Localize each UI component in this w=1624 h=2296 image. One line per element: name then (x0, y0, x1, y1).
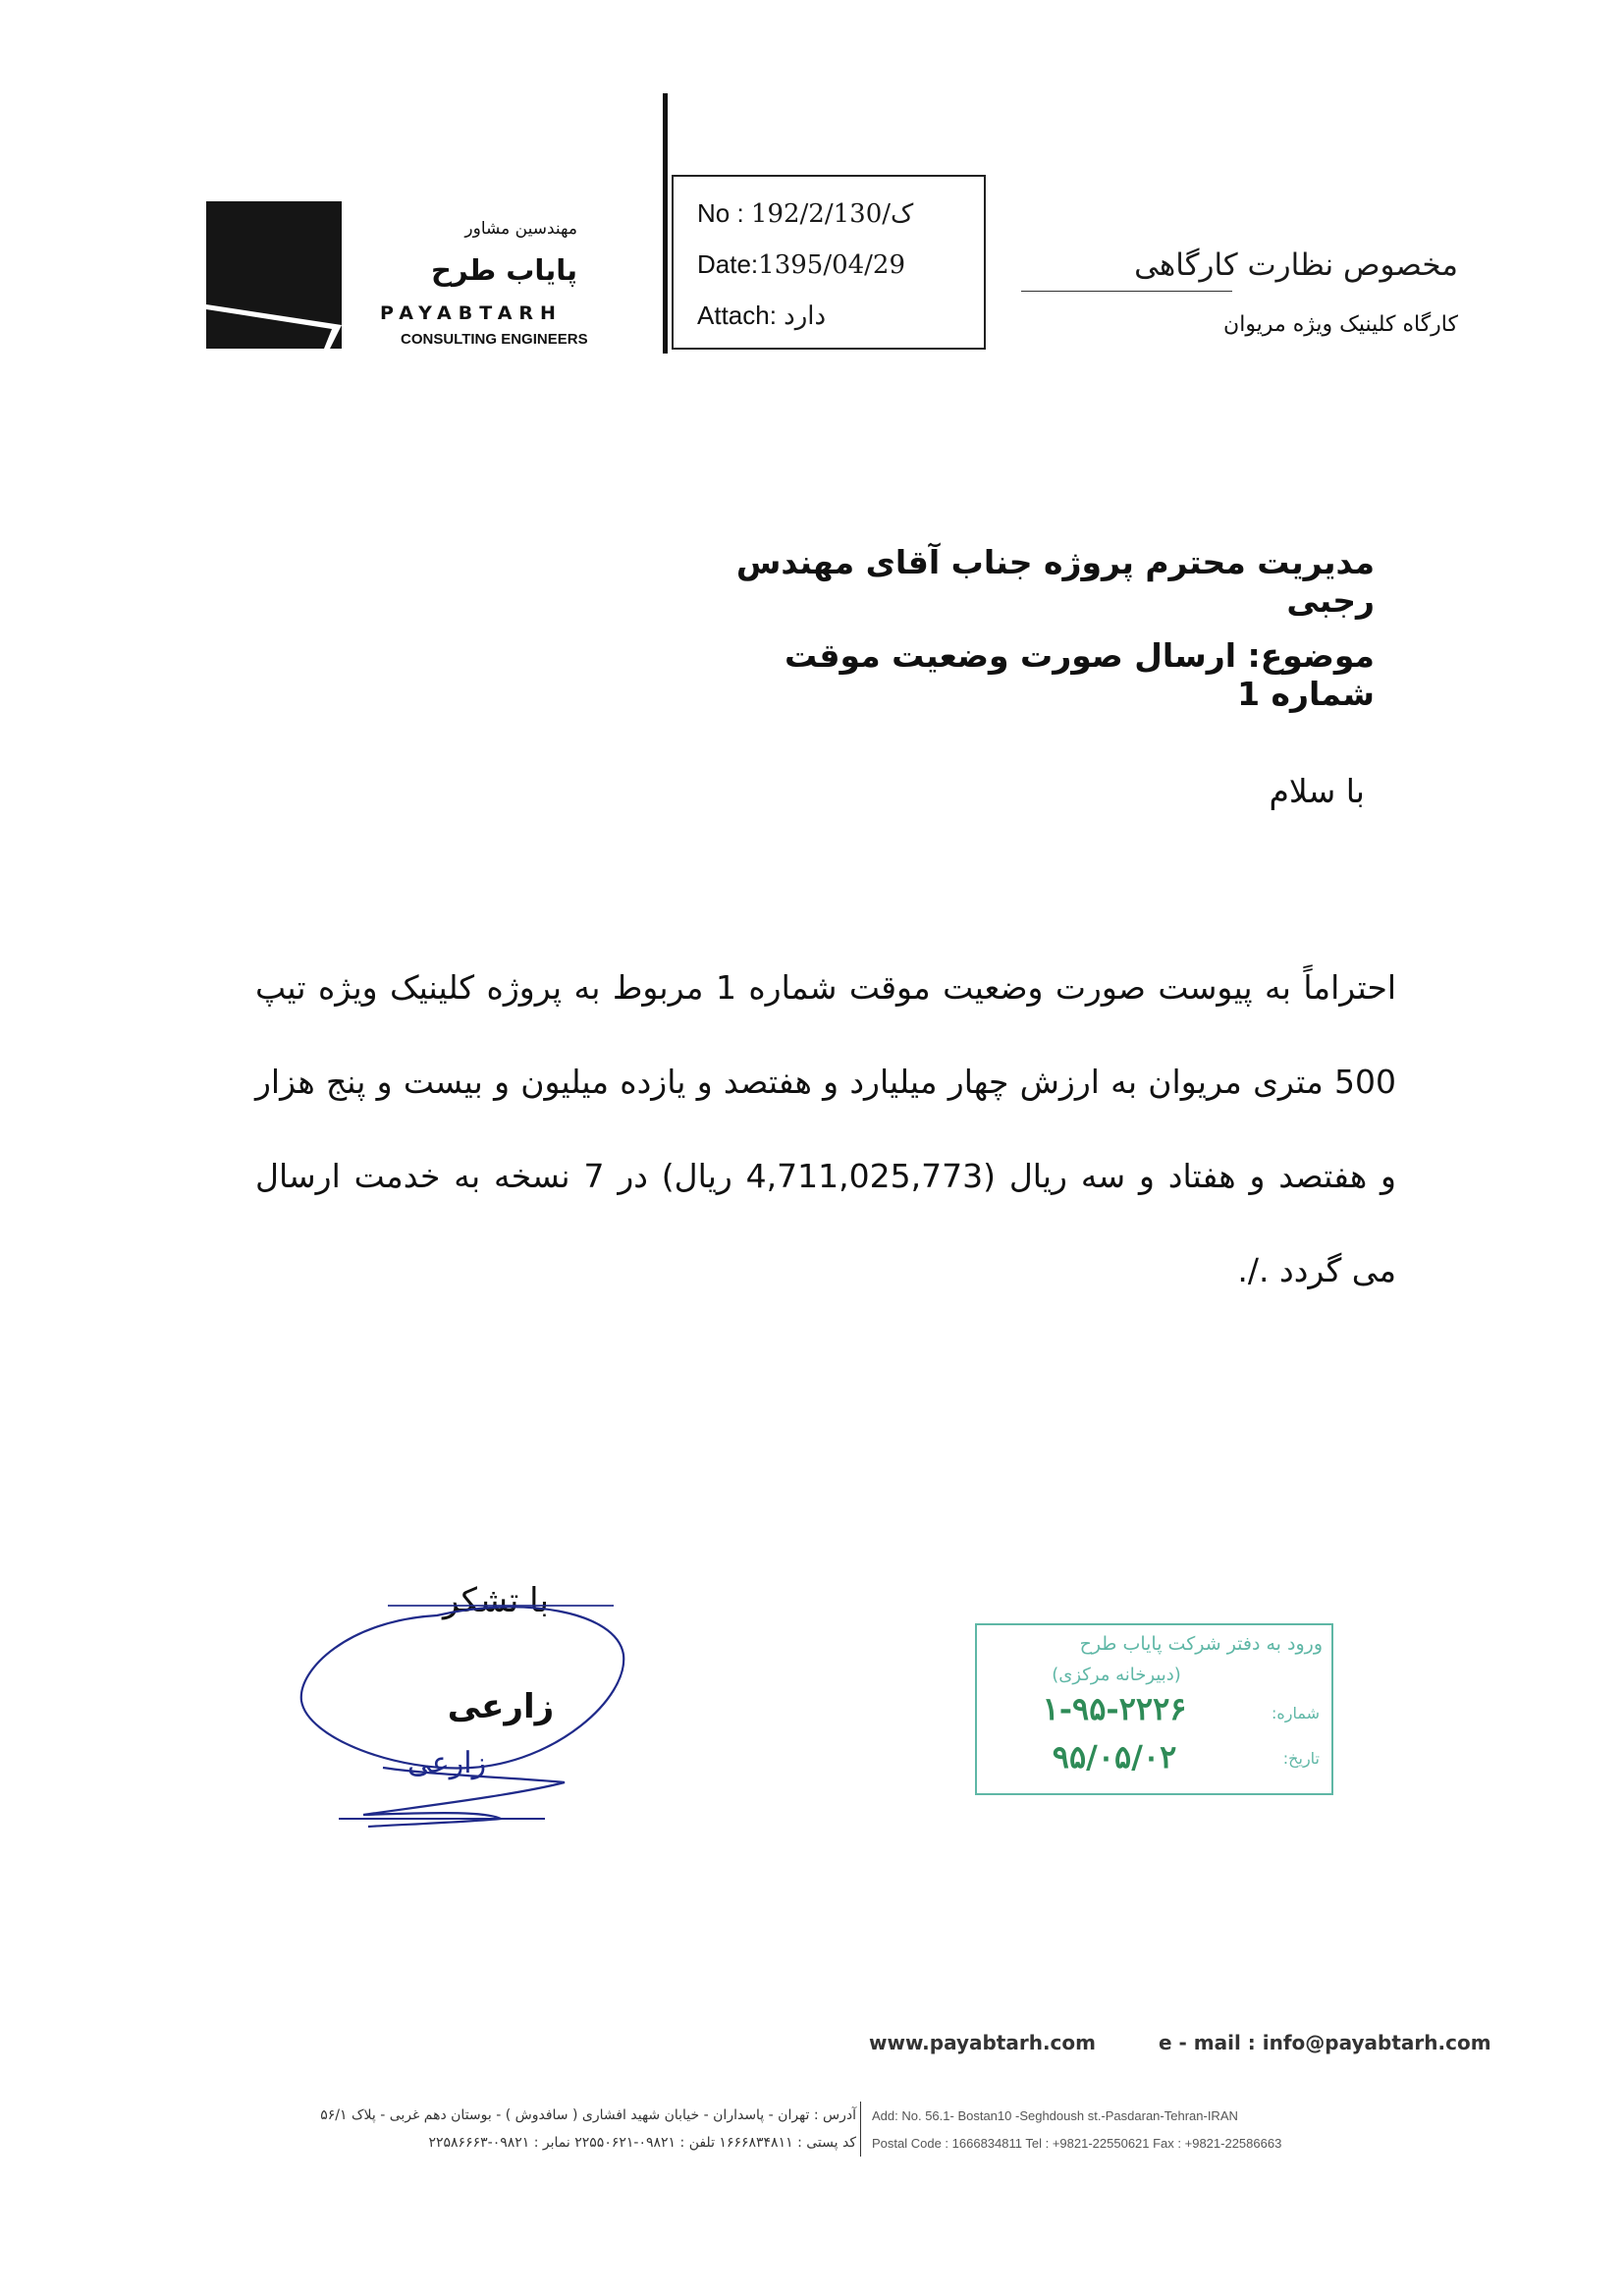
company-subtitle-fa: مهندسین مشاور (464, 219, 577, 239)
letter-addressee: مدیریت محترم پروژه جناب آقای مهندس رجبی (735, 543, 1375, 620)
header-divider (663, 93, 668, 354)
letter-greeting: با سلام (1269, 772, 1365, 810)
stamp-date-value: ۹۵/۰۵/۰۲ (1052, 1738, 1177, 1776)
reference-attach-row (697, 291, 984, 342)
header-underline (1021, 291, 1232, 292)
footer-address-en-line2: Postal Code : 1666834811 Tel : +9821-22550621 Fax : +9821-22586663 (872, 2136, 1282, 2151)
stamp-title: ورود به دفتر شرکت پایاب طرح (1079, 1633, 1323, 1655)
reference-number-value: 192/2/ک/130 (750, 199, 914, 229)
reference-number-label: No : (697, 198, 744, 228)
stamp-number-value: ۱-۹۵-۲۲۲۶ (1042, 1690, 1187, 1727)
header-site-name: کارگاه کلینیک ویژه مریوان (1223, 312, 1458, 337)
company-desc-en: CONSULTING ENGINEERS (401, 331, 588, 348)
company-name-en: PAYABTARH (380, 302, 563, 324)
letter-body: احتراماً به پیوست صورت وضعیت موقت شماره 1 مربوط به پروژه کلینیک ویژه تیپ 500 متری مریوان به ارزش چهار میلیارد و هفتصد و یازده میلیون و بیست و پنج هزار و هفتصد و هفتاد و سه ریال (4,711,025,773 ریال) در 7 نسخه به خدمت ارسال می گردد ./. (255, 968, 1397, 1289)
footer-email: e - mail : info@payabtarh.com (1159, 2031, 1491, 2054)
footer-address-fa-line2: کد پستی : ۱۶۶۶۸۳۴۸۱۱ تلفن : ۰۹۸۲۱-۲۲۵۵۰۶۲۱ نمابر : ۰۹۸۲۱-۲۲۵۸۶۶۶۳ (428, 2135, 856, 2151)
stamp-number-label: شماره: (1271, 1704, 1320, 1722)
reference-attach-value: دارد (784, 301, 827, 331)
stamp-subtitle: (دبیرخانه مرکزی) (1052, 1665, 1181, 1685)
handwritten-signature-icon (290, 1591, 643, 1866)
letter-subject: موضوع: ارسال صورت وضعیت موقت شماره 1 (784, 636, 1375, 713)
letter-signer: زارعی (447, 1687, 555, 1726)
reference-attach-label: Attach: (697, 301, 777, 330)
receipt-stamp (975, 1623, 1333, 1795)
signature-handwritten-text: زارعی (406, 1746, 487, 1780)
footer-address-fa-line1: آدرس : تهران - پاسداران - خیابان شهید افشاری ( سافدوش ) - بوستان دهم غربی - پلاک ۵۶/۱ (320, 2107, 856, 2123)
footer-address-en-line1: Add: No. 56.1- Bostan10 -Seghdoush st.-Pasdaran-Tehran-IRAN (872, 2108, 1238, 2123)
reference-date-label: Date: (697, 249, 759, 279)
header-special-title: مخصوص نظارت کارگاهی (1134, 247, 1458, 283)
company-name-fa: پایاب طرح (430, 253, 577, 287)
payabtarh-logo-icon (206, 201, 342, 349)
reference-date-row (697, 240, 984, 291)
letter-closing: با تشکر (443, 1581, 549, 1620)
reference-date-value: 1395/04/29 (758, 250, 906, 280)
stamp-date-label: تاریخ: (1282, 1749, 1320, 1768)
footer-address-en (872, 2103, 1500, 2158)
footer-website: www.payabtarh.com (869, 2031, 1096, 2054)
footer-address-fa (147, 2102, 856, 2157)
reference-number-row (697, 189, 984, 240)
footer-separator (860, 2102, 861, 2157)
reference-box (672, 175, 986, 350)
